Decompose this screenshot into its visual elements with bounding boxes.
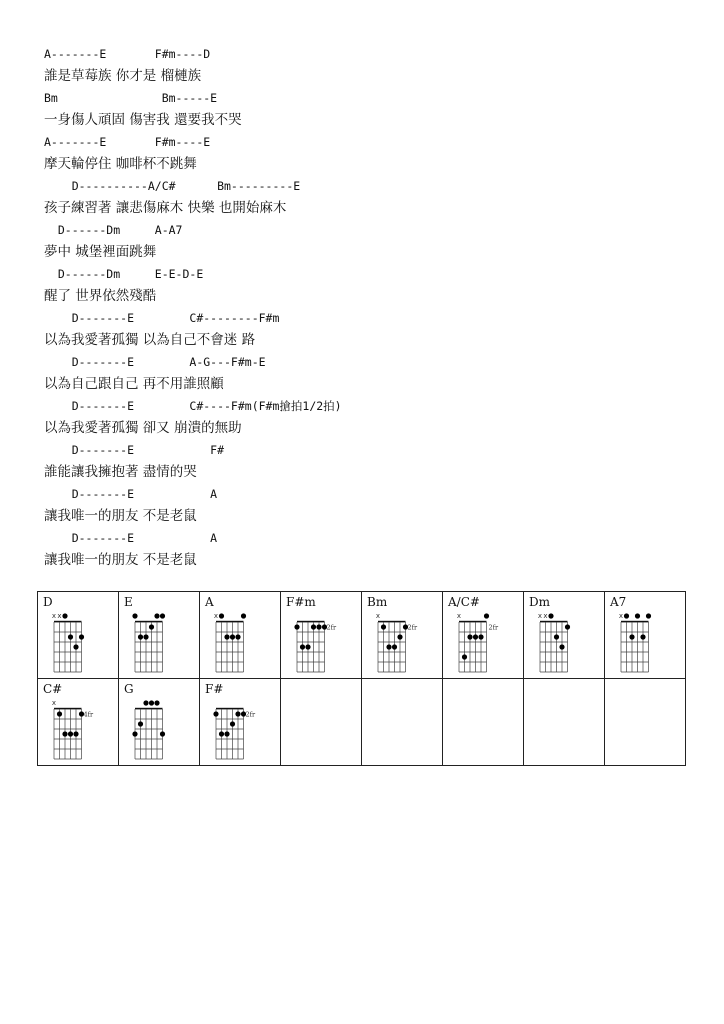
open-string-dot <box>62 613 67 618</box>
finger-dot <box>230 721 235 726</box>
empty-cell <box>443 679 524 766</box>
chord-cell <box>200 592 281 679</box>
lyric-line: 以為自己跟自己 再不用誰照顧 <box>44 376 224 392</box>
finger-dot <box>565 624 570 629</box>
chord-chart-row <box>38 679 686 766</box>
chord-diagram <box>46 697 116 763</box>
chord-diagram <box>208 697 278 763</box>
lyric-line: 誰是草莓族 你才是 榴槤族 <box>44 68 202 84</box>
open-string-dot <box>624 613 629 618</box>
finger-dot <box>143 634 148 639</box>
fret-position-label: 2fr <box>245 710 256 719</box>
finger-dot <box>68 731 73 736</box>
finger-dot <box>300 644 305 649</box>
chord-cell <box>443 592 524 679</box>
finger-dot <box>629 634 634 639</box>
lyric-line: 讓我唯一的朋友 不是老鼠 <box>44 508 197 524</box>
fret-position-label: 2fr <box>407 623 418 632</box>
muted-string-mark: x <box>543 612 548 620</box>
chord-diagram-wrap <box>370 610 440 680</box>
chord-diagram <box>613 610 683 676</box>
finger-dot <box>160 731 165 736</box>
chord-cell <box>362 592 443 679</box>
chord-diagram-wrap <box>451 610 521 680</box>
finger-dot <box>230 634 235 639</box>
chord-diagram-wrap <box>46 610 116 680</box>
open-string-dot <box>160 613 165 618</box>
finger-dot <box>386 644 391 649</box>
chord-diagram <box>46 610 116 676</box>
finger-dot <box>57 711 62 716</box>
chord-line: D-------E F# <box>44 443 225 457</box>
chord-diagram <box>127 610 197 676</box>
empty-cell <box>605 679 686 766</box>
lyric-line: 以為我愛著孤獨 以為自己不會迷 路 <box>44 332 256 348</box>
chord-name: Bm <box>367 595 388 609</box>
chord-name: G <box>124 682 134 696</box>
finger-dot <box>305 644 310 649</box>
chord-cell <box>281 592 362 679</box>
open-string-dot <box>646 613 651 618</box>
chord-diagram-wrap <box>46 697 116 767</box>
lyric-line: 醒了 世界依然殘酷 <box>44 288 157 304</box>
empty-cell <box>362 679 443 766</box>
chord-name: D <box>43 595 53 609</box>
open-string-dot <box>154 613 159 618</box>
chord-chart-table <box>37 591 686 766</box>
fret-position-label: 4fr <box>83 710 94 719</box>
chord-name: E <box>124 595 133 609</box>
finger-dot <box>149 624 154 629</box>
chord-diagram <box>532 610 602 676</box>
empty-cell <box>524 679 605 766</box>
open-string-dot <box>548 613 553 618</box>
chord-cell <box>605 592 686 679</box>
chord-cell <box>200 679 281 766</box>
open-string-dot <box>132 613 137 618</box>
fret-position-label: 2fr <box>326 623 337 632</box>
chord-line: D-------E A <box>44 531 218 545</box>
finger-dot <box>554 634 559 639</box>
chord-diagram-wrap <box>289 610 359 680</box>
muted-string-mark: x <box>57 612 62 620</box>
finger-dot <box>68 634 73 639</box>
muted-string-mark: x <box>51 699 57 707</box>
finger-dot <box>467 634 472 639</box>
chord-line: A-------E F#m----E <box>44 135 211 149</box>
chord-diagram-wrap <box>208 610 278 680</box>
finger-dot <box>316 624 321 629</box>
chord-line: D------Dm E-E-D-E <box>44 267 204 281</box>
chord-line: Bm Bm-----E <box>44 91 218 105</box>
finger-dot <box>138 721 143 726</box>
muted-string-mark: x <box>213 612 219 620</box>
lyric-line: 夢中 城堡裡面跳舞 <box>44 244 157 260</box>
finger-dot <box>235 634 240 639</box>
chord-line: D-------E C#----F#m(F#m搶拍1/2拍) <box>44 399 342 413</box>
lyric-line: 一身傷人頑固 傷害我 還要我不哭 <box>44 112 242 128</box>
finger-dot <box>311 624 316 629</box>
finger-dot <box>640 634 645 639</box>
finger-dot <box>235 711 240 716</box>
muted-string-mark: x <box>375 612 381 620</box>
chord-name: F# <box>205 682 224 696</box>
muted-string-mark: x <box>51 612 57 620</box>
chord-line: A-------E F#m----D <box>44 47 211 61</box>
chord-chart-row <box>38 592 686 679</box>
chord-diagram <box>127 697 197 763</box>
chord-diagram-wrap <box>208 697 278 767</box>
finger-dot <box>219 731 224 736</box>
finger-dot <box>397 634 402 639</box>
finger-dot <box>473 634 478 639</box>
chord-cell <box>38 679 119 766</box>
chord-diagram-wrap <box>127 610 197 680</box>
chord-name: A/C# <box>448 595 480 609</box>
finger-dot <box>73 644 78 649</box>
chord-line: D-------E C#--------F#m <box>44 311 280 325</box>
chord-cell <box>119 679 200 766</box>
open-string-dot <box>241 613 246 618</box>
chord-name: A <box>205 595 214 609</box>
chord-name: Dm <box>529 595 550 609</box>
chord-name: C# <box>43 682 63 696</box>
finger-dot <box>294 624 299 629</box>
open-string-dot <box>484 613 489 618</box>
lyric-line: 摩天輪停住 咖啡杯不跳舞 <box>44 156 197 172</box>
finger-dot <box>213 711 218 716</box>
finger-dot <box>73 731 78 736</box>
muted-string-mark: x <box>456 612 462 620</box>
lyrics-sheet <box>44 43 704 571</box>
open-string-dot <box>219 613 224 618</box>
chord-cell <box>119 592 200 679</box>
fret-position-label: 2fr <box>488 623 499 632</box>
muted-string-mark: x <box>618 612 624 620</box>
muted-string-mark: x <box>537 612 543 620</box>
finger-dot <box>132 731 137 736</box>
chord-name: F#m <box>286 595 316 609</box>
chord-diagram-wrap <box>613 610 683 680</box>
finger-dot <box>79 634 84 639</box>
chord-name: A7 <box>610 595 627 609</box>
chord-diagram-wrap <box>532 610 602 680</box>
lyric-line: 誰能讓我擁抱著 盡情的哭 <box>44 464 197 480</box>
empty-cell <box>281 679 362 766</box>
chord-line: D------Dm A-A7 <box>44 223 183 237</box>
chord-diagram <box>370 610 440 676</box>
chord-diagram-wrap <box>127 697 197 767</box>
finger-dot <box>559 644 564 649</box>
open-string-dot <box>143 700 148 705</box>
finger-dot <box>381 624 386 629</box>
finger-dot <box>138 634 143 639</box>
finger-dot <box>478 634 483 639</box>
lyric-line: 讓我唯一的朋友 不是老鼠 <box>44 552 197 568</box>
finger-dot <box>392 644 397 649</box>
open-string-dot <box>154 700 159 705</box>
chord-diagram <box>208 610 278 676</box>
finger-dot <box>224 731 229 736</box>
chord-line: D----------A/C# Bm---------E <box>44 179 301 193</box>
open-string-dot <box>635 613 640 618</box>
finger-dot <box>62 731 67 736</box>
chord-diagram <box>451 610 521 676</box>
finger-dot <box>224 634 229 639</box>
open-string-dot <box>149 700 154 705</box>
chord-line: D-------E A-G---F#m-E <box>44 355 266 369</box>
chord-line: D-------E A <box>44 487 218 501</box>
chord-cell <box>38 592 119 679</box>
lyric-line: 孩子練習著 讓悲傷麻木 快樂 也開始麻木 <box>44 200 287 216</box>
chord-diagram <box>289 610 359 676</box>
lyric-line: 以為我愛著孤獨 卻又 崩潰的無助 <box>44 420 242 436</box>
finger-dot <box>462 654 467 659</box>
chord-cell <box>524 592 605 679</box>
